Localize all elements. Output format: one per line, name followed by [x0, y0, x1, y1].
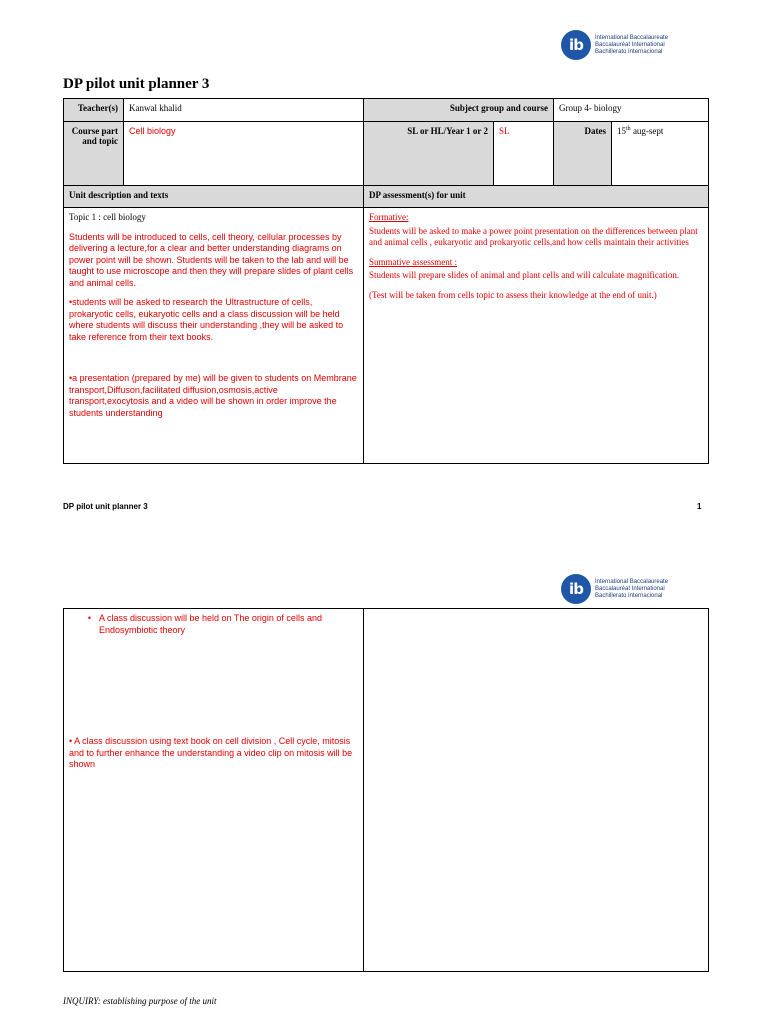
unit-description-header: Unit description and texts	[64, 186, 364, 208]
logo-line-2: Baccalauréat International	[595, 41, 665, 48]
footer-page-number: 1	[697, 502, 702, 511]
subject-value: Group 4- biology	[554, 99, 709, 122]
summative-text: Students will prepare slides of animal and plant cells and will calculate magnification.	[369, 270, 680, 280]
sl-label: SL or HL/Year 1 or 2	[364, 122, 494, 186]
unit-paragraph-3: •a presentation (prepared by me) will be given to students on Membrane transport,Diffuson,facilitated diffusion,osmosis,active transport,exocytosis and a video will be shown in order improve the students understanding	[69, 373, 357, 418]
teacher-label: Teacher(s)	[64, 99, 124, 122]
ib-logo-mark: ib	[561, 30, 591, 60]
course-value: Cell biology	[124, 122, 364, 186]
inquiry-heading: INQUIRY: establishing purpose of the unit	[63, 996, 217, 1006]
cell-division-paragraph: • A class discussion using text book on cell division , Cell cycle, mitosis and to further enhance the understanding a video clip on mitosis will be shown	[69, 736, 353, 769]
unit-paragraph-1: Students will be introduced to cells, cell theory, cellular processes by delivering a lecture,for a clear and better understanding diagrams on power point will be shown. Students will be taken to the lab and will be taught to use microscope and then they will prepare slides of plant cells and animal cells.	[69, 231, 354, 288]
assessment-header: DP assessment(s) for unit	[364, 186, 709, 208]
course-label: Course part and topic	[64, 122, 124, 186]
ib-logo	[561, 30, 668, 60]
topic-line: Topic 1 : cell biology	[69, 212, 146, 222]
page-title: DP pilot unit planner 3	[63, 76, 210, 92]
formative-text: Students will be asked to make a power point presentation on the differences between plant and animal cells , eukaryotic and prokaryotic cells,and how cells maintain their activities	[369, 225, 698, 247]
unit-planner-table	[63, 98, 709, 464]
summative-label: Summative assessment :	[369, 256, 457, 267]
ib-logo-mark-page-2: ib	[561, 574, 591, 604]
teacher-value: Kanwal khalid	[124, 99, 364, 122]
dates-label: Dates	[554, 122, 612, 186]
continuation-left-cell	[64, 609, 364, 972]
logo-line-3-page-2: Bachillerato Internacional	[595, 592, 663, 599]
dates-value: 15th aug-sept	[612, 122, 709, 186]
footer-title: DP pilot unit planner 3	[63, 502, 148, 511]
continuation-right-cell	[364, 609, 709, 972]
origin-of-cells-item: A class discussion will be held on The origin of cells and Endosymbiotic theory	[99, 613, 322, 635]
unit-paragraph-2: •students will be asked to research the Ultrastructure of cells, prokaryotic cells, eukaryotic cells and a class discussion will be held where students will discuss their understanding ,they will be asked to take reference from their text books.	[69, 297, 344, 342]
ib-logo-page-2	[561, 574, 668, 604]
logo-line-1: International Baccalaureate	[595, 34, 669, 41]
logo-line-1-page-2: International Baccalaureate	[595, 578, 669, 585]
unit-description-cell	[64, 208, 364, 464]
formative-label: Formative:	[369, 212, 409, 222]
continuation-table	[63, 608, 709, 972]
logo-line-3: Bachillerato Internacional	[595, 48, 663, 55]
logo-line-2-page-2: Baccalauréat International	[595, 585, 665, 592]
sl-value: SL	[494, 122, 554, 186]
assessment-cell	[364, 208, 709, 464]
bullet-icon: •	[87, 613, 91, 623]
subject-label: Subject group and course	[364, 99, 554, 122]
test-text: (Test will be taken from cells topic to assess their knowledge at the end of unit.)	[369, 289, 657, 300]
